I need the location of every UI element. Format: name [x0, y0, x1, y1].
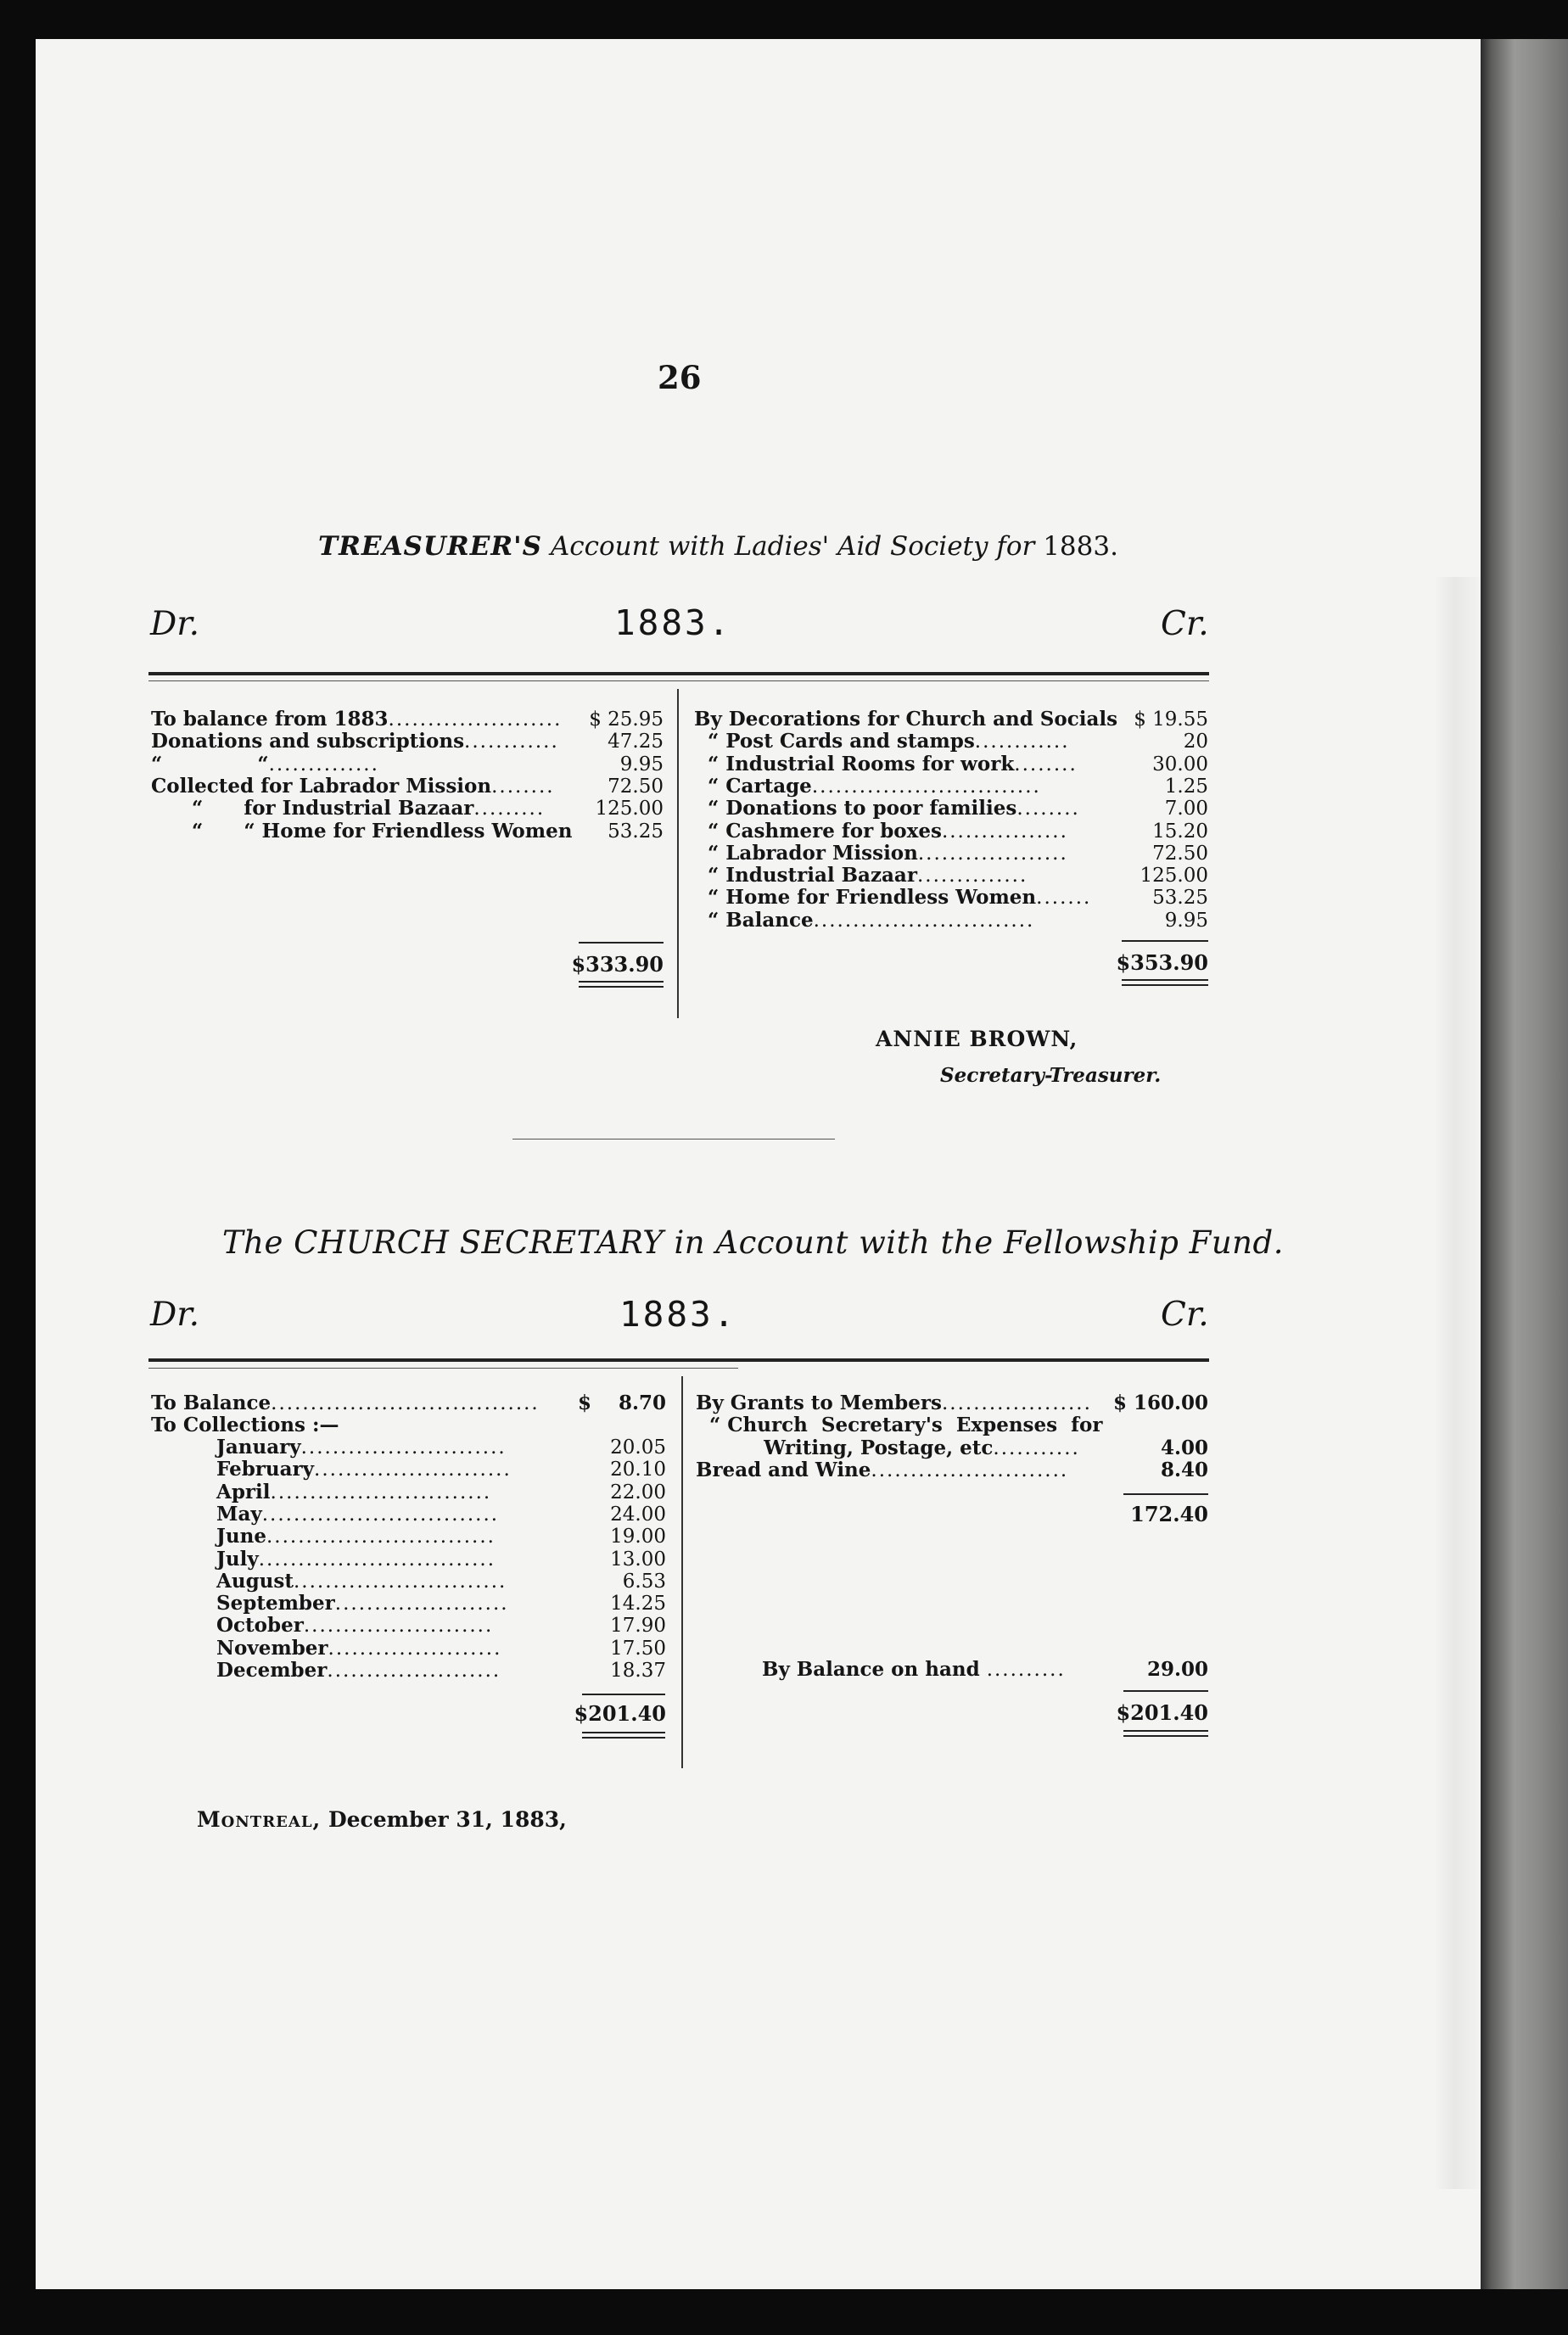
section2-credit-row-label: By Grants to Members: [696, 1391, 942, 1414]
section1-credit-row-dots: ........: [1014, 753, 1078, 776]
section1-debit-row-dots: ............: [464, 731, 559, 753]
section1-credit-row-label: “ Labrador Mission: [694, 841, 918, 865]
section-separator: [512, 1139, 835, 1140]
section2-month-row: [216, 1593, 509, 1615]
section2-top-rule: [148, 1358, 1209, 1362]
section1-year-heading: 1883.: [614, 602, 732, 643]
section2-month-row-amount: 22.00: [610, 1481, 666, 1503]
section1-credit-row: [694, 887, 1091, 909]
section2-month-row-amount: 13.00: [610, 1548, 666, 1571]
section2-credit-sub-rule: [1123, 1493, 1208, 1495]
section1-debit-row-amount: 72.50: [608, 775, 664, 798]
section1-credit-row-amount: 20: [1183, 731, 1208, 753]
section2-month-row: [216, 1638, 501, 1660]
section1-debit-row-amount: 53.25: [608, 820, 664, 843]
section2-credit-row-amount: $ 160.00: [1112, 1391, 1208, 1414]
section2-month-row-label: January: [216, 1436, 301, 1459]
section2-month-row-label: May: [216, 1502, 262, 1526]
section2-month-row-label: June: [216, 1525, 266, 1548]
signature-title: Secretary-Treasurer.: [940, 1064, 1162, 1087]
section2-credit-total-rule1: [1123, 1730, 1208, 1732]
section2-month-row-dots: ............................: [270, 1481, 492, 1503]
section2-balance-on-hand: [762, 1659, 1066, 1681]
section1-credit-row-label: By Decorations for Church and Socials: [694, 708, 1118, 731]
section1-top-rule-thin: [148, 680, 1209, 681]
section2-month-row: [216, 1660, 501, 1682]
section2-credit-total: $201.40: [1116, 1700, 1208, 1725]
section1-credit-total-rule2: [1122, 984, 1208, 986]
section1-credit-row: [694, 798, 1080, 820]
section2-dollar-sign: $: [578, 1391, 592, 1414]
section2-title-caps: CHURCH SECRETARY: [294, 1224, 664, 1261]
section2-month-row-amount: 6.53: [622, 1570, 666, 1593]
section2-month-row-dots: ..............................: [261, 1503, 500, 1526]
section1-debit-total-rule1: [579, 981, 664, 983]
section2-debit-total: $201.40: [574, 1701, 666, 1726]
section1-debit-row-amount: 125.00: [595, 798, 664, 820]
footer-date: December 31, 1883,: [328, 1807, 567, 1832]
section2-credit-row-dots: ...........: [993, 1436, 1080, 1459]
section1-debit-row-label: Donations and subscriptions: [151, 730, 465, 753]
section1-credit-row: [694, 843, 1068, 865]
section1-credit-row-label: “ Industrial Rooms for work: [694, 752, 1015, 776]
section2-month-row: [216, 1615, 493, 1637]
section2-dr-label: Dr.: [150, 1296, 200, 1334]
section1-credit-row-amount: $ 19.55: [1134, 708, 1208, 731]
section2-credit-row: [696, 1392, 1092, 1414]
section2-column-divider: [681, 1376, 683, 1768]
section1-credit-row-dots: ..............: [916, 865, 1028, 888]
section2-month-row: [216, 1571, 507, 1593]
section1-title-year: 1883.: [1043, 531, 1118, 562]
section1-debit-row: [151, 731, 559, 753]
section2-month-row-dots: ..........................: [300, 1436, 507, 1459]
section2-month-row-label: December: [216, 1659, 328, 1682]
section1-debit-sum-rule: [579, 942, 664, 944]
section2-balance-on-hand-dots: ..........: [986, 1659, 1066, 1681]
section1-credit-row-amount: 7.00: [1164, 798, 1208, 820]
section2-credit-row: [696, 1414, 1102, 1436]
section1-credit-row: [694, 731, 1070, 753]
section1-debit-row: [151, 708, 562, 731]
section2-credit-row-label: “ Church Secretary's Expenses for: [696, 1414, 1103, 1437]
section2-credit-row: [696, 1459, 1068, 1481]
section2-month-row-amount: 17.50: [610, 1637, 666, 1660]
footer-dateline: [197, 1807, 567, 1832]
section2-month-row-amount: 17.90: [610, 1615, 666, 1638]
page-fold-shadow: [1434, 577, 1485, 2189]
section1-credit-row-label: “ Post Cards and stamps: [694, 730, 975, 753]
section1-debit-row: [151, 753, 379, 776]
section2-credit-row-amount: 4.00: [1160, 1436, 1208, 1459]
section1-credit-row-dots: ............................: [813, 909, 1035, 932]
section2-month-row: [216, 1503, 499, 1526]
section2-debit-total-rule1: [582, 1732, 665, 1733]
section2-balance-dots: ..................................: [271, 1392, 540, 1414]
section1-credit-row-amount: 15.20: [1152, 820, 1208, 843]
section1-debit-row-dots: .........: [473, 798, 546, 820]
section1-credit-row: [694, 865, 1028, 887]
section2-month-row-label: February: [216, 1458, 315, 1481]
section2-balance-label: To Balance: [151, 1391, 272, 1414]
section1-debit-row-dots: ......................: [388, 708, 563, 731]
section2-credit-row-label: Bread and Wine: [696, 1458, 871, 1481]
section2-balance-on-hand-amount: 29.00: [1146, 1658, 1208, 1681]
page-edge: [1481, 39, 1568, 2289]
section2-month-row-label: August: [216, 1569, 294, 1593]
section1-credit-row-amount: 72.50: [1152, 842, 1208, 865]
section2-month-row-dots: ...........................: [293, 1570, 507, 1593]
section1-debit-row-dots: ..............: [268, 753, 379, 776]
section2-month-row: [216, 1459, 512, 1481]
section1-credit-sum-rule: [1122, 940, 1208, 942]
section2-month-row-label: November: [216, 1636, 328, 1660]
section2-month-row-label: April: [216, 1480, 271, 1503]
section1-credit-row-label: “ Home for Friendless Women: [694, 886, 1037, 910]
section2-credit-row-label: Writing, Postage, etc: [696, 1436, 994, 1459]
section2-month-row-amount: 18.37: [610, 1660, 666, 1682]
section2-month-row-amount: 24.00: [610, 1503, 666, 1526]
section1-debit-row: [151, 820, 572, 843]
section1-dr-label: Dr.: [150, 605, 200, 643]
section1-debit-row-dots: ........: [491, 775, 555, 798]
section2-month-row: [216, 1436, 507, 1459]
section1-column-divider: [677, 689, 679, 1018]
section2-top-rule-thin: [148, 1368, 738, 1369]
section2-title: [222, 1224, 1284, 1261]
section1-credit-row-amount: 53.25: [1152, 887, 1208, 910]
section1-debit-total: $333.90: [571, 952, 664, 977]
section1-debit-row-label: “ for Industrial Bazaar: [151, 797, 474, 820]
section1-credit-total: $353.90: [1116, 950, 1208, 975]
section2-debit-total-rule2: [582, 1737, 665, 1739]
section1-credit-row-dots: ................: [941, 820, 1068, 843]
section2-cr-label: Cr.: [1161, 1296, 1209, 1334]
section2-month-row-dots: ......................: [328, 1637, 502, 1660]
section1-debit-row-amount: $ 25.95: [589, 708, 664, 731]
section1-credit-row: [694, 708, 1117, 731]
section2-year-heading: 1883.: [619, 1294, 737, 1335]
section1-debit-row-label: “ “ Home for Friendless Women: [151, 819, 573, 843]
section1-debit-row-amount: 47.25: [608, 731, 664, 753]
section2-credit-subtotal: 172.40: [1130, 1502, 1208, 1526]
section2-month-row-dots: ......................: [327, 1660, 501, 1682]
section2-month-row-amount: 20.05: [610, 1436, 666, 1459]
section2-month-row-label: October: [216, 1614, 304, 1638]
section1-cr-label: Cr.: [1161, 605, 1209, 643]
section2-month-row-dots: .........................: [314, 1459, 512, 1481]
section2-month-row: [216, 1548, 496, 1571]
section2-collections-label: To Collections :—: [151, 1414, 339, 1436]
section1-credit-total-rule1: [1122, 979, 1208, 981]
section1-title: [318, 531, 1118, 562]
section2-month-row-label: September: [216, 1592, 335, 1615]
section1-debit-row-amount: 9.95: [619, 753, 664, 776]
section1-credit-row: [694, 753, 1078, 776]
section1-credit-row-dots: .............................: [811, 775, 1041, 798]
section1-credit-row: [694, 776, 1041, 798]
section1-credit-row-amount: 9.95: [1164, 909, 1208, 932]
section1-debit-row-label: To balance from 1883: [151, 708, 389, 731]
section2-month-row-amount: 19.00: [610, 1526, 666, 1548]
section1-credit-row: [694, 820, 1068, 843]
section1-debit-row: [151, 798, 545, 820]
footer-place: Montreal,: [197, 1807, 322, 1832]
page-number: 26: [658, 359, 702, 396]
signature-name: ANNIE BROWN,: [876, 1027, 1078, 1051]
section2-month-row-dots: ......................: [334, 1593, 509, 1615]
section1-credit-row-label: “ Cashmere for boxes: [694, 819, 942, 843]
section1-credit-row-label: “ Cartage: [694, 774, 812, 798]
section1-debit-row: [151, 776, 555, 798]
section1-credit-row-dots: ...................: [917, 842, 1068, 865]
section1-credit-row-amount: 30.00: [1152, 753, 1208, 776]
section1-credit-row-dots: ........: [1016, 798, 1080, 820]
section2-month-row-amount: 20.10: [610, 1459, 666, 1481]
section2-credit-row-dots: .........................: [871, 1459, 1069, 1481]
section2-title-rest: in Account with the Fellowship Fund.: [674, 1224, 1284, 1261]
section2-balance-row: [151, 1392, 540, 1414]
section2-credit-row-dots: ...................: [941, 1392, 1092, 1414]
section1-debit-total-rule2: [579, 986, 664, 988]
section2-month-row: [216, 1481, 491, 1503]
section1-credit-row-amount: 125.00: [1140, 865, 1208, 888]
section2-credit-total-rule2: [1123, 1735, 1208, 1737]
section1-title-rest: Account with Ladies' Aid Society for: [550, 531, 1035, 562]
section2-month-row-dots: ........................: [303, 1615, 494, 1638]
section2-credit-row: [696, 1437, 1080, 1459]
section2-title-lead: The: [222, 1224, 283, 1261]
section1-title-caps: TREASURER'S: [318, 531, 542, 562]
section2-month-row-dots: .............................: [266, 1526, 496, 1548]
section1-credit-row-dots: ............: [974, 731, 1070, 753]
section2-month-row-dots: ..............................: [258, 1548, 496, 1571]
section2-balance-amount: 8.70: [618, 1391, 666, 1414]
section2-debit-sum-rule: [582, 1694, 665, 1695]
section1-credit-row-label: “ Donations to poor families: [694, 797, 1017, 820]
section1-credit-row-label: “ Industrial Bazaar: [694, 864, 917, 888]
section2-credit-sum-rule: [1123, 1690, 1208, 1692]
section2-month-row-amount: 14.25: [610, 1593, 666, 1615]
page-paper: [36, 39, 1481, 2289]
section2-credit-row-amount: 8.40: [1160, 1458, 1208, 1481]
section1-credit-row-dots: .......: [1036, 887, 1092, 910]
section1-top-rule: [148, 672, 1209, 675]
section2-balance-on-hand-label: By Balance on hand: [762, 1658, 980, 1681]
section2-month-row: [216, 1526, 496, 1548]
section1-credit-row: [694, 910, 1034, 932]
section1-credit-row-label: “ Balance: [694, 908, 814, 932]
section1-debit-row-label: Collected for Labrador Mission: [151, 774, 492, 798]
section1-credit-row-amount: 1.25: [1164, 775, 1208, 798]
section1-debit-row-label: “ “: [151, 752, 269, 776]
section2-month-row-label: July: [216, 1547, 259, 1571]
